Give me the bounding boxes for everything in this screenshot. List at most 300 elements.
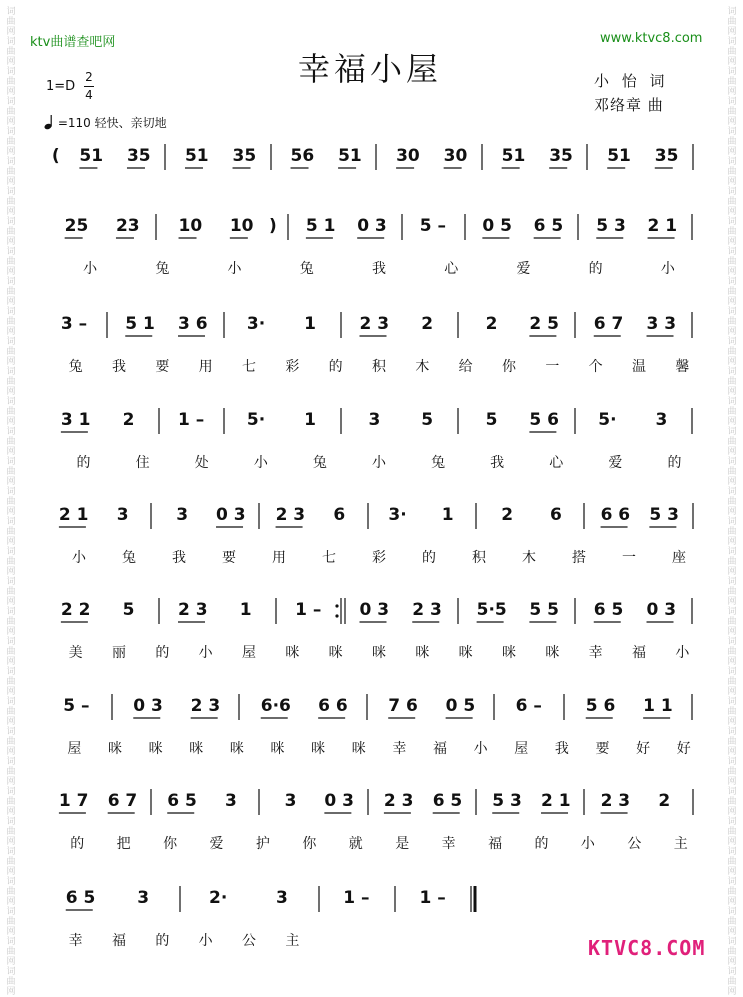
- lyric-syllable: 的: [328, 359, 343, 375]
- watermark-char: 网: [6, 357, 16, 367]
- note-group: 2: [421, 314, 434, 334]
- note-group: 0 3: [133, 696, 163, 716]
- watermark-char: 曲: [6, 407, 16, 417]
- lyric-syllable: 的: [155, 933, 170, 949]
- watermark-char: 词: [727, 517, 737, 527]
- note-group: 3 6: [178, 314, 208, 334]
- watermark-char: 词: [6, 547, 16, 557]
- watermark-char: 网: [6, 597, 16, 607]
- watermark-char: 词: [727, 217, 737, 227]
- lyric-syllable: 心: [444, 261, 459, 277]
- watermark-char: 曲: [6, 587, 16, 597]
- watermark-char: 词: [727, 127, 737, 137]
- watermark-char: 网: [6, 477, 16, 487]
- note-group: 1: [304, 314, 316, 334]
- watermark-char: 网: [6, 297, 16, 307]
- watermark-char: 词: [6, 907, 16, 917]
- watermark-char: 曲: [727, 317, 737, 327]
- note-group: 0 3: [357, 216, 387, 236]
- watermark-char: 网: [727, 537, 737, 547]
- lyric-syllable: 的: [422, 550, 436, 566]
- lyric-syllable: 是: [395, 836, 410, 852]
- notes-line: [0, 886, 743, 930]
- lyric-syllable: 用: [272, 550, 286, 566]
- note-group: 1 –: [419, 888, 446, 908]
- lyric-syllable: 好: [676, 741, 691, 757]
- watermark-char: 网: [6, 897, 16, 907]
- note-group: 2 3: [600, 791, 631, 811]
- lyric-syllable: 小: [198, 933, 213, 949]
- watermark-char: 曲: [6, 887, 16, 897]
- watermark-char: 曲: [727, 917, 737, 927]
- lyric-syllable: 咪: [458, 645, 473, 661]
- note-group: 3: [284, 791, 297, 811]
- watermark-char: 曲: [6, 527, 16, 537]
- watermark-char: 网: [6, 27, 16, 37]
- watermark-char: 词: [727, 607, 737, 617]
- watermark-char: 词: [727, 637, 737, 647]
- lyric-syllable: 温: [632, 359, 646, 375]
- note-group: 5 –: [63, 696, 90, 716]
- lyric-syllable: 一: [622, 550, 636, 566]
- lyric-syllable: 兔: [312, 455, 327, 471]
- lyric-syllable: 要: [222, 550, 236, 566]
- barlines: [0, 144, 743, 188]
- note-group: 6 5: [533, 216, 564, 236]
- watermark-char: 网: [727, 417, 737, 427]
- note-group: 7 6: [388, 696, 418, 716]
- barlines: [0, 886, 743, 930]
- tempo-text: =110 轻快、亲切地: [57, 116, 167, 130]
- lyric-syllable: 小: [253, 455, 268, 471]
- composer-credit: 邓络章 曲: [594, 96, 664, 114]
- watermark-char: 网: [727, 147, 737, 157]
- watermark-char: 曲: [727, 977, 737, 987]
- watermark-char: 网: [6, 237, 16, 247]
- watermark-char: 词: [727, 367, 737, 377]
- watermark-char: 曲: [727, 107, 737, 117]
- lyric-syllable: 兔: [431, 455, 446, 471]
- watermark-char: 曲: [727, 827, 737, 837]
- watermark-char: 网: [727, 567, 737, 577]
- note-group: 2 3: [275, 505, 306, 525]
- watermark-char: 网: [727, 177, 737, 187]
- lyric-syllable: 福: [632, 645, 646, 661]
- parenthesis: ): [268, 216, 277, 236]
- lyric-syllable: 小: [83, 261, 98, 277]
- lyric-syllable: 小: [660, 261, 675, 277]
- note-group: 35: [126, 146, 151, 166]
- watermark-char: 曲: [727, 587, 737, 597]
- note-group: 1 –: [343, 888, 370, 908]
- watermark-char: 词: [6, 697, 16, 707]
- watermark-char: 词: [727, 937, 737, 947]
- lyric-syllable: 咪: [502, 645, 516, 661]
- lyric-syllable: 幸: [588, 645, 603, 661]
- note-group: 6 5: [593, 600, 624, 620]
- quarter-note-icon: [44, 114, 54, 130]
- watermark-char: 词: [6, 7, 16, 17]
- watermark-char: 网: [727, 957, 737, 967]
- note-group: 0 5: [482, 216, 512, 236]
- note-group: 35: [654, 146, 679, 166]
- lyric-syllable: 咪: [545, 645, 560, 661]
- lyric-syllable: 积: [472, 550, 486, 566]
- watermark-char: 曲: [6, 17, 16, 27]
- note-group: 3·: [246, 314, 266, 334]
- watermark-char: 曲: [6, 227, 16, 237]
- lyrics-line: [0, 835, 743, 857]
- lyric-syllable: 把: [116, 836, 131, 852]
- watermark-char: 词: [6, 787, 16, 797]
- watermark-char: 网: [6, 447, 16, 457]
- note-group: 5 3: [649, 505, 679, 525]
- watermark-char: 网: [727, 687, 737, 697]
- watermark-char: 网: [727, 387, 737, 397]
- watermark-char: 曲: [727, 437, 737, 447]
- lyric-syllable: 七: [322, 550, 336, 566]
- lyric-syllable: 主: [673, 836, 688, 852]
- lyric-syllable: 护: [255, 836, 270, 852]
- watermark-char: 网: [727, 807, 737, 817]
- watermark-char: 网: [727, 327, 737, 337]
- lyric-syllable: 我: [112, 359, 126, 375]
- note-group: 5 6: [585, 696, 616, 716]
- time-signature-bottom: 4: [85, 88, 93, 102]
- watermark-char: 词: [6, 967, 16, 977]
- note-group: 2 3: [412, 600, 442, 620]
- note-group: 23: [115, 216, 140, 236]
- note-group: 6: [550, 505, 562, 525]
- note-group: 2: [658, 791, 671, 811]
- watermark-char: 词: [727, 967, 737, 977]
- note-group: 6 6: [600, 505, 631, 525]
- watermark-char: 曲: [727, 77, 737, 87]
- watermark-char: 曲: [727, 797, 737, 807]
- watermark-char: 词: [727, 337, 737, 347]
- watermark-char: 曲: [727, 17, 737, 27]
- watermark-char: 词: [6, 127, 16, 137]
- note-group: 2 1: [647, 216, 678, 236]
- note-group: 5 5: [529, 600, 559, 620]
- note-group: 5 3: [596, 216, 626, 236]
- watermark-char: 词: [6, 67, 16, 77]
- note-group: 3: [655, 410, 668, 430]
- watermark-char: 网: [6, 777, 16, 787]
- lyric-syllable: 公: [627, 836, 642, 852]
- notes-line: [0, 598, 743, 642]
- watermark-char: 曲: [727, 377, 737, 387]
- watermark-char: 词: [727, 727, 737, 737]
- lyric-syllable: 丽: [112, 645, 126, 661]
- lyric-syllable: 公: [242, 933, 256, 949]
- lyric-syllable: 七: [242, 359, 256, 375]
- note-group: 2: [501, 505, 514, 525]
- lyric-syllable: 的: [70, 836, 85, 852]
- lyric-syllable: 屋: [242, 645, 256, 661]
- site-name[interactable]: ktv曲谱查吧网: [30, 35, 116, 50]
- lyric-syllable: 幸: [441, 836, 456, 852]
- watermark-char: 曲: [727, 467, 737, 477]
- watermark-char: 词: [6, 667, 16, 677]
- lyric-syllable: 心: [549, 455, 564, 471]
- watermark-char: 曲: [727, 287, 737, 297]
- lyric-syllable: 屋: [67, 741, 82, 757]
- watermark-char: 词: [6, 727, 16, 737]
- lyric-syllable: 屋: [514, 741, 529, 757]
- watermark-char: 词: [727, 577, 737, 587]
- watermark-char: 词: [6, 457, 16, 467]
- watermark-char: 曲: [6, 677, 16, 687]
- note-group: 6 –: [515, 696, 542, 716]
- lyric-syllable: 你: [302, 836, 317, 852]
- lyric-syllable: 搭: [572, 550, 586, 566]
- note-group: 3 –: [60, 314, 88, 334]
- lyric-syllable: 给: [458, 359, 473, 375]
- watermark-char: 词: [727, 97, 737, 107]
- watermark-char: 曲: [6, 377, 16, 387]
- lyric-syllable: 福: [488, 836, 503, 852]
- lyric-syllable: 咪: [311, 741, 326, 757]
- watermark-char: 网: [727, 87, 737, 97]
- lyric-syllable: 福: [432, 741, 447, 757]
- watermark-char: 曲: [6, 437, 16, 447]
- lyrics-line: [0, 187, 743, 212]
- watermark-char: 曲: [6, 827, 16, 837]
- watermark-char: 曲: [727, 887, 737, 897]
- lyric-syllable: 咪: [351, 741, 366, 757]
- lyric-syllable: 要: [595, 741, 610, 757]
- notes-line: [0, 503, 743, 547]
- lyrics-line: [0, 454, 743, 476]
- watermark-char: 词: [727, 877, 737, 887]
- note-group: 5: [421, 410, 434, 430]
- watermark-char: 曲: [727, 407, 737, 417]
- note-group: 2 3: [383, 791, 414, 811]
- note-group: 5·: [598, 410, 617, 430]
- lyric-syllable: 住: [135, 455, 150, 471]
- site-url[interactable]: www.ktvc8.com: [600, 31, 703, 46]
- watermark-char: 词: [727, 247, 737, 257]
- lyric-syllable: 兔: [299, 261, 314, 277]
- note-group: 51: [501, 146, 526, 166]
- watermark-char: 词: [6, 427, 16, 437]
- watermark-char: 网: [727, 237, 737, 247]
- lyric-syllable: 一: [545, 359, 560, 375]
- watermark-char: 词: [727, 277, 737, 287]
- time-signature-top: 2: [85, 70, 93, 84]
- lyric-syllable: 用: [198, 359, 213, 375]
- note-group: 1 1: [643, 696, 673, 716]
- watermark-char: 网: [6, 87, 16, 97]
- watermark-char: 词: [727, 847, 737, 857]
- watermark-char: 网: [727, 447, 737, 457]
- lyric-syllable: 座: [672, 550, 686, 566]
- watermark-char: 词: [727, 397, 737, 407]
- lyric-syllable: 咪: [107, 741, 122, 757]
- note-group: 1: [304, 410, 316, 430]
- watermark-char: 网: [727, 837, 737, 847]
- watermark-char: 词: [6, 607, 16, 617]
- watermark-char: 网: [727, 57, 737, 67]
- watermark-char: 曲: [727, 647, 737, 657]
- watermark-char: 词: [6, 877, 16, 887]
- watermark-char: 曲: [6, 167, 16, 177]
- watermark-char: 词: [6, 577, 16, 587]
- key-signature: 1=D: [46, 79, 76, 94]
- note-group: 3: [368, 410, 381, 430]
- note-group: 0 3: [646, 600, 677, 620]
- watermark-char: 网: [6, 657, 16, 667]
- barlines: [0, 503, 743, 547]
- watermark-char: 词: [727, 487, 737, 497]
- watermark-char: 曲: [6, 77, 16, 87]
- watermark-char: 曲: [727, 197, 737, 207]
- notes-line: [0, 214, 743, 258]
- note-group: 5: [122, 600, 135, 620]
- song-title: 幸福小屋: [297, 50, 442, 88]
- watermark-char: 网: [727, 207, 737, 217]
- note-group: 6: [333, 505, 346, 525]
- watermark-char: 网: [6, 567, 16, 577]
- watermark-char: 曲: [6, 707, 16, 717]
- watermark-char: 网: [727, 717, 737, 727]
- watermark-char: 词: [6, 247, 16, 257]
- watermark-char: 网: [6, 207, 16, 217]
- watermark-char: 词: [727, 37, 737, 47]
- watermark-char: 词: [727, 7, 737, 17]
- site-logo[interactable]: KTVC8.COM: [588, 936, 706, 960]
- watermark-char: 网: [727, 897, 737, 907]
- watermark-char: 曲: [6, 47, 16, 57]
- watermark-char: 网: [6, 987, 16, 997]
- lyric-syllable: 咪: [328, 645, 343, 661]
- note-group: 1 –: [295, 600, 322, 620]
- note-group: 3: [276, 888, 288, 908]
- lyric-syllable: 福: [112, 933, 126, 949]
- watermark-char: 词: [727, 817, 737, 827]
- note-group: 6 5: [167, 791, 197, 811]
- lyric-syllable: 幸: [392, 741, 407, 757]
- watermark-char: 曲: [727, 767, 737, 777]
- note-group: 35: [232, 146, 257, 166]
- watermark-char: 网: [727, 657, 737, 667]
- repeat-dot: [335, 604, 338, 607]
- time-signature-line: [84, 86, 94, 87]
- watermark-char: 曲: [6, 737, 16, 747]
- watermark-char: 曲: [6, 197, 16, 207]
- note-group: 6 7: [107, 791, 138, 811]
- watermark-char: 曲: [727, 47, 737, 57]
- lyric-syllable: 美: [68, 645, 83, 661]
- note-group: 2·: [209, 888, 228, 908]
- watermark-char: 词: [6, 337, 16, 347]
- lyric-syllable: 我: [554, 741, 569, 757]
- watermark-char: 曲: [6, 767, 16, 777]
- watermark-char: 曲: [6, 557, 16, 567]
- note-group: 35: [549, 146, 573, 166]
- watermark-char: 网: [727, 927, 737, 937]
- note-group: 56: [290, 146, 315, 166]
- watermark-char: 词: [6, 397, 16, 407]
- watermark-char: 词: [727, 67, 737, 77]
- note-group: 5 3: [492, 791, 522, 811]
- watermark-char: 网: [6, 687, 16, 697]
- lyric-syllable: 的: [667, 455, 682, 471]
- watermark-char: 网: [727, 867, 737, 877]
- watermark-char: 词: [6, 217, 16, 227]
- lyrics-line: [0, 257, 743, 282]
- note-group: 0 3: [324, 791, 354, 811]
- watermark-char: 词: [6, 157, 16, 167]
- watermark-char: 词: [727, 187, 737, 197]
- watermark-char: 词: [6, 517, 16, 527]
- notes-line: [0, 789, 743, 833]
- watermark-char: 曲: [727, 617, 737, 627]
- notes-line: [0, 694, 743, 738]
- note-group: 6 5: [65, 888, 96, 908]
- note-group: 2 2: [60, 600, 91, 620]
- note-group: 3: [176, 505, 189, 525]
- watermark-char: 网: [6, 867, 16, 877]
- lyric-syllable: 你: [502, 359, 516, 375]
- lyric-syllable: 小: [72, 550, 86, 566]
- watermark-char: 曲: [6, 347, 16, 357]
- lyric-syllable: 咪: [285, 645, 300, 661]
- lyric-syllable: 咪: [229, 741, 244, 757]
- watermark-char: 词: [6, 307, 16, 317]
- note-group: 2: [485, 314, 498, 334]
- watermark-char: 词: [727, 427, 737, 437]
- lyric-syllable: 馨: [675, 359, 690, 375]
- note-group: 2 3: [178, 600, 208, 620]
- watermark-char: 网: [6, 177, 16, 187]
- watermark-char: 词: [6, 97, 16, 107]
- note-group: 5·5: [476, 600, 507, 620]
- note-group: 6 5: [432, 791, 463, 811]
- notes-line: [0, 408, 743, 452]
- note-group: 30: [443, 146, 468, 166]
- watermark-char: 曲: [727, 347, 737, 357]
- watermark-char: 曲: [6, 257, 16, 267]
- lyric-syllable: 爱: [516, 261, 531, 277]
- lyrics-line: [0, 358, 743, 380]
- lyrics-line: [0, 549, 743, 571]
- watermark-char: 曲: [727, 257, 737, 267]
- watermark-char: 曲: [727, 677, 737, 687]
- lyric-syllable: 我: [490, 455, 505, 471]
- lyrics-line: [0, 737, 743, 762]
- note-group: 0 5: [445, 696, 476, 716]
- lyric-syllable: 主: [285, 933, 300, 949]
- note-group: 51: [338, 146, 362, 166]
- lyric-syllable: 咪: [270, 741, 285, 757]
- note-group: 2 3: [359, 314, 390, 334]
- note-group: 3: [137, 888, 150, 908]
- repeat-dot: [335, 614, 338, 617]
- note-group: 6 7: [593, 314, 624, 334]
- watermark-char: 网: [6, 507, 16, 517]
- watermark-char: 曲: [6, 947, 16, 957]
- note-group: 5 –: [419, 216, 447, 236]
- watermark-char: 词: [6, 817, 16, 827]
- lyricist-credit: 小 怡 词: [594, 72, 669, 90]
- watermark-char: 词: [727, 157, 737, 167]
- watermark-char: 曲: [6, 917, 16, 927]
- note-group: 1 –: [178, 410, 205, 430]
- watermark-char: 词: [727, 907, 737, 917]
- watermark-char: 曲: [727, 557, 737, 567]
